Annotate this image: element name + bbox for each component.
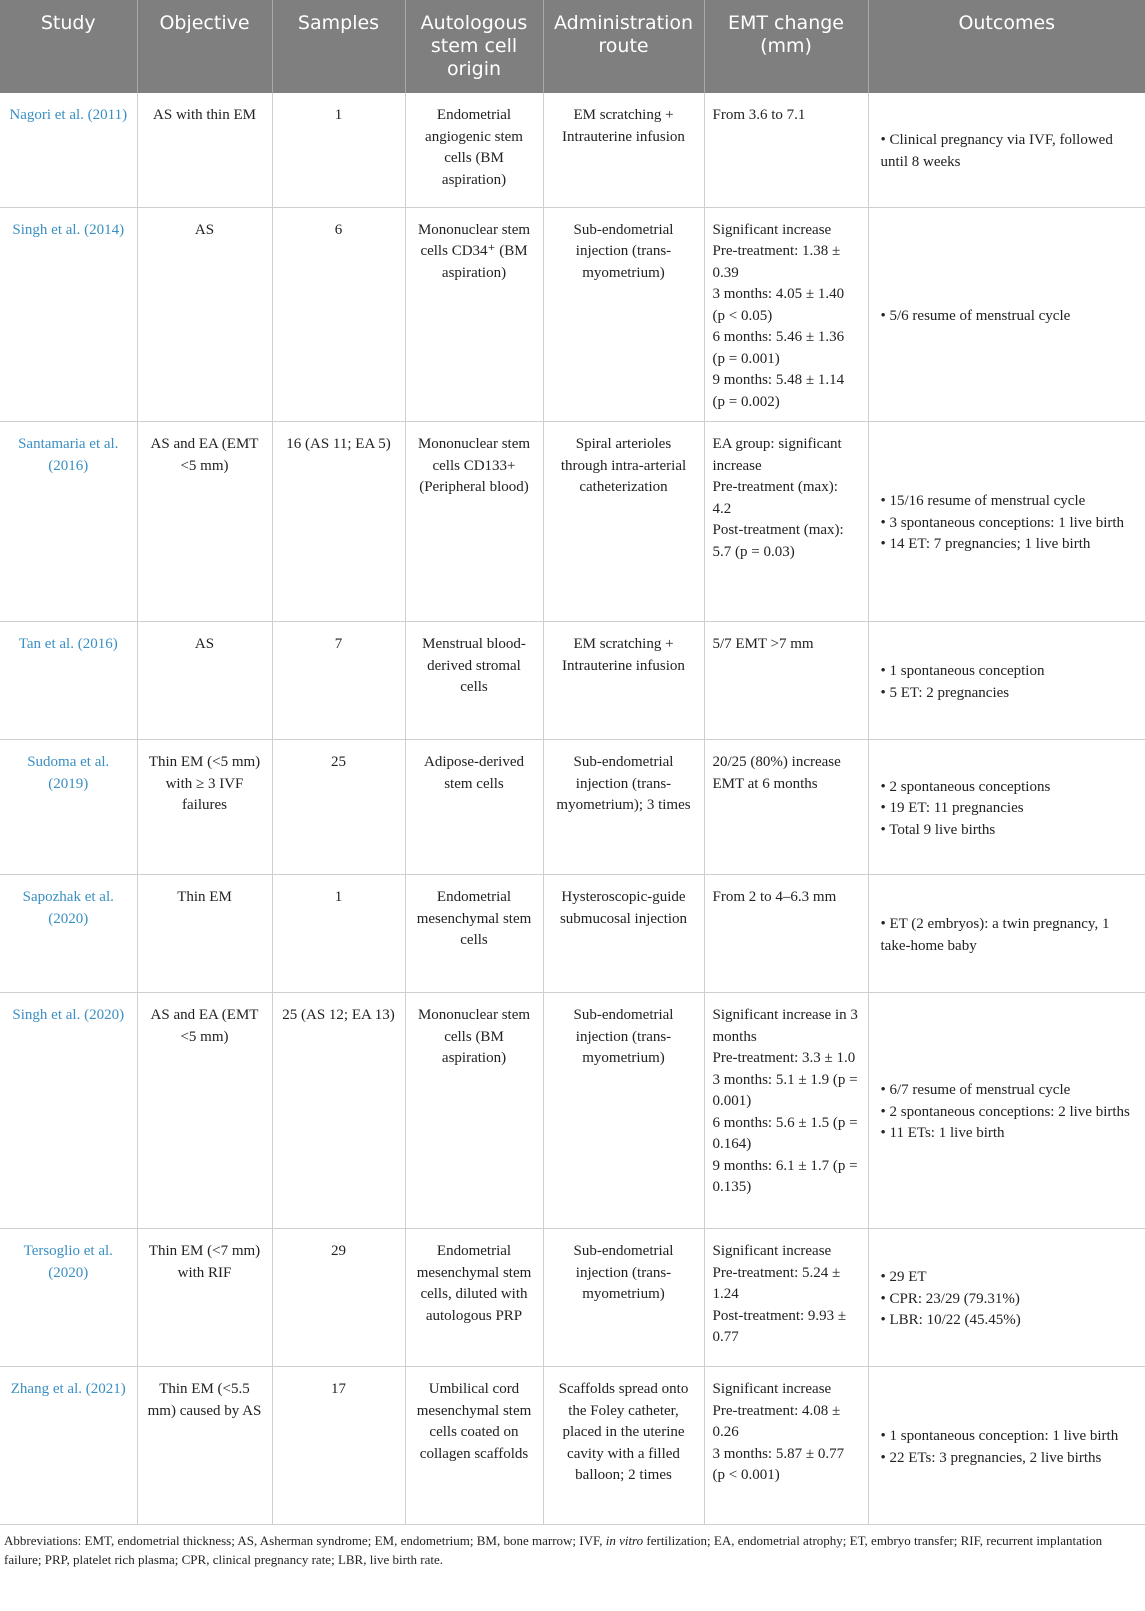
outcomes-cell [868,740,1145,875]
header-route: Administration route [543,0,704,93]
table-row [0,207,1145,422]
emt-line: EA group: significant increase [712,436,842,474]
objective-cell: Thin EM (<7 mm) with RIF [137,1229,272,1367]
outcome-item: • 22 ETs: 3 pregnancies, 2 live births [880,1449,1102,1466]
header-samples: Samples [272,0,405,93]
header-emt-change: EMT change (mm) [704,0,868,93]
emt-line: Significant increase in 3 months [712,1007,858,1045]
samples-cell: 6 [272,207,405,422]
samples-cell: 29 [272,1229,405,1367]
emt-cell [704,875,868,993]
emt-line: Pre-treatment: 4.08 ± 0.26 [712,1402,841,1440]
emt-line: Post-treatment (max): 5.7 (p = 0.03) [712,522,844,560]
emt-line: Pre-treatment: 5.24 ± 1.24 [712,1264,841,1302]
outcome-item: • 1 spontaneous conception: 1 live birth [880,1428,1119,1444]
table-row [0,1229,1145,1367]
emt-line: Pre-treatment: 1.38 ± 0.39 [712,243,841,281]
outcome-item: • 11 ETs: 1 live birth [880,1125,1005,1142]
outcome-item: • ET (2 embryos): a twin pregnancy, 1 take-home baby [880,916,1110,954]
footnote-text-after: fertilization; EA, endometrial atrophy; ET, embryo transfer; RIF, recurrent implantation failure; PRP, platelet rich plasma; CPR, clinical pregnancy rate; LBR, live birth rate. [4,1533,1103,1567]
origin-cell: Adipose-derived stem cells [405,740,543,875]
study-cell[interactable]: Santamaria et al. (2016) [0,422,137,622]
emt-line: 5/7 EMT >7 mm [712,636,814,652]
origin-cell: Mononuclear stem cells CD133+ (Peripheral blood) [405,422,543,622]
emt-line: 9 months: 6.1 ± 1.7 (p = 0.135) [712,1157,858,1195]
samples-cell: 7 [272,622,405,740]
emt-cell [704,1367,868,1525]
emt-cell [704,93,868,207]
emt-line: 3 months: 5.1 ± 1.9 (p = 0.001) [712,1071,858,1109]
emt-line: 9 months: 5.48 ± 1.14 (p = 0.002) [712,372,845,410]
study-cell[interactable]: Nagori et al. (2011) [0,93,137,207]
outcome-item: • 6/7 resume of menstrual cycle [880,1082,1071,1099]
emt-line: 3 months: 5.87 ± 0.77 (p < 0.001) [712,1445,845,1483]
emt-line: Significant increase [712,1381,832,1397]
emt-cell [704,422,868,622]
route-cell: Sub-endometrial injection (trans-myometrium) [543,993,704,1229]
outcome-item: • 2 spontaneous conceptions: 2 live births [880,1103,1130,1120]
emt-cell [704,1229,868,1367]
footnote-italic: in vitro [605,1533,644,1548]
table-row [0,1367,1145,1525]
route-cell: Spiral arterioles through intra-arterial catheterization [543,422,704,622]
emt-line: Significant increase [712,221,832,238]
samples-cell: 17 [272,1367,405,1525]
outcome-item: • 19 ET: 11 pregnancies [880,800,1024,817]
table-row [0,93,1145,207]
origin-cell: Endometrial mesenchymal stem cells [405,875,543,993]
emt-cell [704,993,868,1229]
emt-line: From 2 to 4–6.3 mm [712,889,837,905]
study-cell[interactable]: Sapozhak et al. (2020) [0,875,137,993]
outcome-item: • 15/16 resume of menstrual cycle [880,493,1086,510]
samples-cell: 25 (AS 12; EA 13) [272,993,405,1229]
study-cell[interactable]: Sudoma et al. (2019) [0,740,137,875]
route-cell: Hysteroscopic-guide submucosal injection [543,875,704,993]
emt-line: Post-treatment: 9.93 ± 0.77 [712,1307,847,1345]
outcome-item: • CPR: 23/29 (79.31%) [880,1290,1020,1307]
samples-cell: 25 [272,740,405,875]
objective-cell: AS and EA (EMT <5 mm) [137,993,272,1229]
outcome-item: • 5/6 resume of menstrual cycle [880,307,1071,324]
emt-cell [704,207,868,422]
objective-cell: Thin EM [137,875,272,993]
outcomes-cell [868,207,1145,422]
footnote-text-before: Abbreviations: EMT, endometrial thickness; AS, Asherman syndrome; EM, endometrium; BM, bone marrow; IVF, [4,1533,606,1548]
outcome-item: • 5 ET: 2 pregnancies [880,684,1010,701]
outcome-item: • 1 spontaneous conception [880,663,1045,679]
origin-cell: Endometrial mesenchymal stem cells, diluted with autologous PRP [405,1229,543,1367]
study-cell[interactable]: Singh et al. (2020) [0,993,137,1229]
header-row [0,0,1145,93]
objective-cell: AS with thin EM [137,93,272,207]
route-cell: Sub-endometrial injection (trans-myometrium) [543,207,704,422]
route-cell: Sub-endometrial injection (trans-myometrium) [543,1229,704,1367]
route-cell: Scaffolds spread onto the Foley catheter, placed in the uterine cavity with a filled balloon; 2 times [543,1367,704,1525]
emt-line: 20/25 (80%) increase EMT at 6 months [712,754,841,792]
table-row [0,993,1145,1229]
header-origin: Autologous stem cell origin [405,0,543,93]
route-cell: Sub-endometrial injection (trans-myometrium); 3 times [543,740,704,875]
route-cell: EM scratching + Intrauterine infusion [543,622,704,740]
abbreviations-footnote [0,1525,1145,1569]
emt-line: 3 months: 4.05 ± 1.40 (p < 0.05) [712,286,845,324]
objective-cell: AS [137,207,272,422]
outcome-item: • Clinical pregnancy via IVF, followed until 8 weeks [880,132,1113,170]
header-study: Study [0,0,137,93]
table-row [0,875,1145,993]
outcomes-cell [868,1367,1145,1525]
outcomes-cell [868,93,1145,207]
emt-cell [704,622,868,740]
emt-cell [704,740,868,875]
header-objective: Objective [137,0,272,93]
study-cell[interactable]: Zhang et al. (2021) [0,1367,137,1525]
study-cell[interactable]: Tersoglio et al. (2020) [0,1229,137,1367]
emt-line: 6 months: 5.6 ± 1.5 (p = 0.164) [712,1114,858,1152]
objective-cell: AS and EA (EMT <5 mm) [137,422,272,622]
origin-cell: Mononuclear stem cells (BM aspiration) [405,993,543,1229]
table-row [0,740,1145,875]
origin-cell: Umbilical cord mesenchymal stem cells coated on collagen scaffolds [405,1367,543,1525]
origin-cell: Mononuclear stem cells CD34⁺ (BM aspiration) [405,207,543,422]
samples-cell: 16 (AS 11; EA 5) [272,422,405,622]
outcome-item: • 14 ET: 7 pregnancies; 1 live birth [880,536,1091,553]
outcome-item: • 3 spontaneous conceptions: 1 live birth [880,514,1125,531]
objective-cell: Thin EM (<5 mm) with ≥ 3 IVF failures [137,740,272,875]
samples-cell: 1 [272,93,405,207]
emt-line: Significant increase [712,1243,832,1259]
emt-line: Pre-treatment: 3.3 ± 1.0 [712,1050,856,1066]
origin-cell: Endometrial angiogenic stem cells (BM aspiration) [405,93,543,207]
emt-line: 6 months: 5.46 ± 1.36 (p = 0.001) [712,329,845,367]
outcomes-cell [868,422,1145,622]
outcomes-cell [868,1229,1145,1367]
emt-line: Pre-treatment (max): 4.2 [712,479,838,517]
outcomes-cell [868,875,1145,993]
objective-cell: AS [137,622,272,740]
route-cell: EM scratching + Intrauterine infusion [543,93,704,207]
table-row [0,622,1145,740]
study-cell[interactable]: Singh et al. (2014) [0,207,137,422]
header-outcomes: Outcomes [868,0,1145,93]
outcomes-cell [868,622,1145,740]
study-cell[interactable]: Tan et al. (2016) [0,622,137,740]
outcome-item: • LBR: 10/22 (45.45%) [880,1312,1021,1329]
table-row [0,422,1145,622]
origin-cell: Menstrual blood-derived stromal cells [405,622,543,740]
outcome-item: • 2 spontaneous conceptions [880,778,1051,795]
samples-cell: 1 [272,875,405,993]
outcome-item: • Total 9 live births [880,821,996,838]
objective-cell: Thin EM (<5.5 mm) caused by AS [137,1367,272,1525]
outcomes-cell [868,993,1145,1229]
emt-line: From 3.6 to 7.1 [712,107,806,123]
outcome-item: • 29 ET [880,1269,927,1286]
